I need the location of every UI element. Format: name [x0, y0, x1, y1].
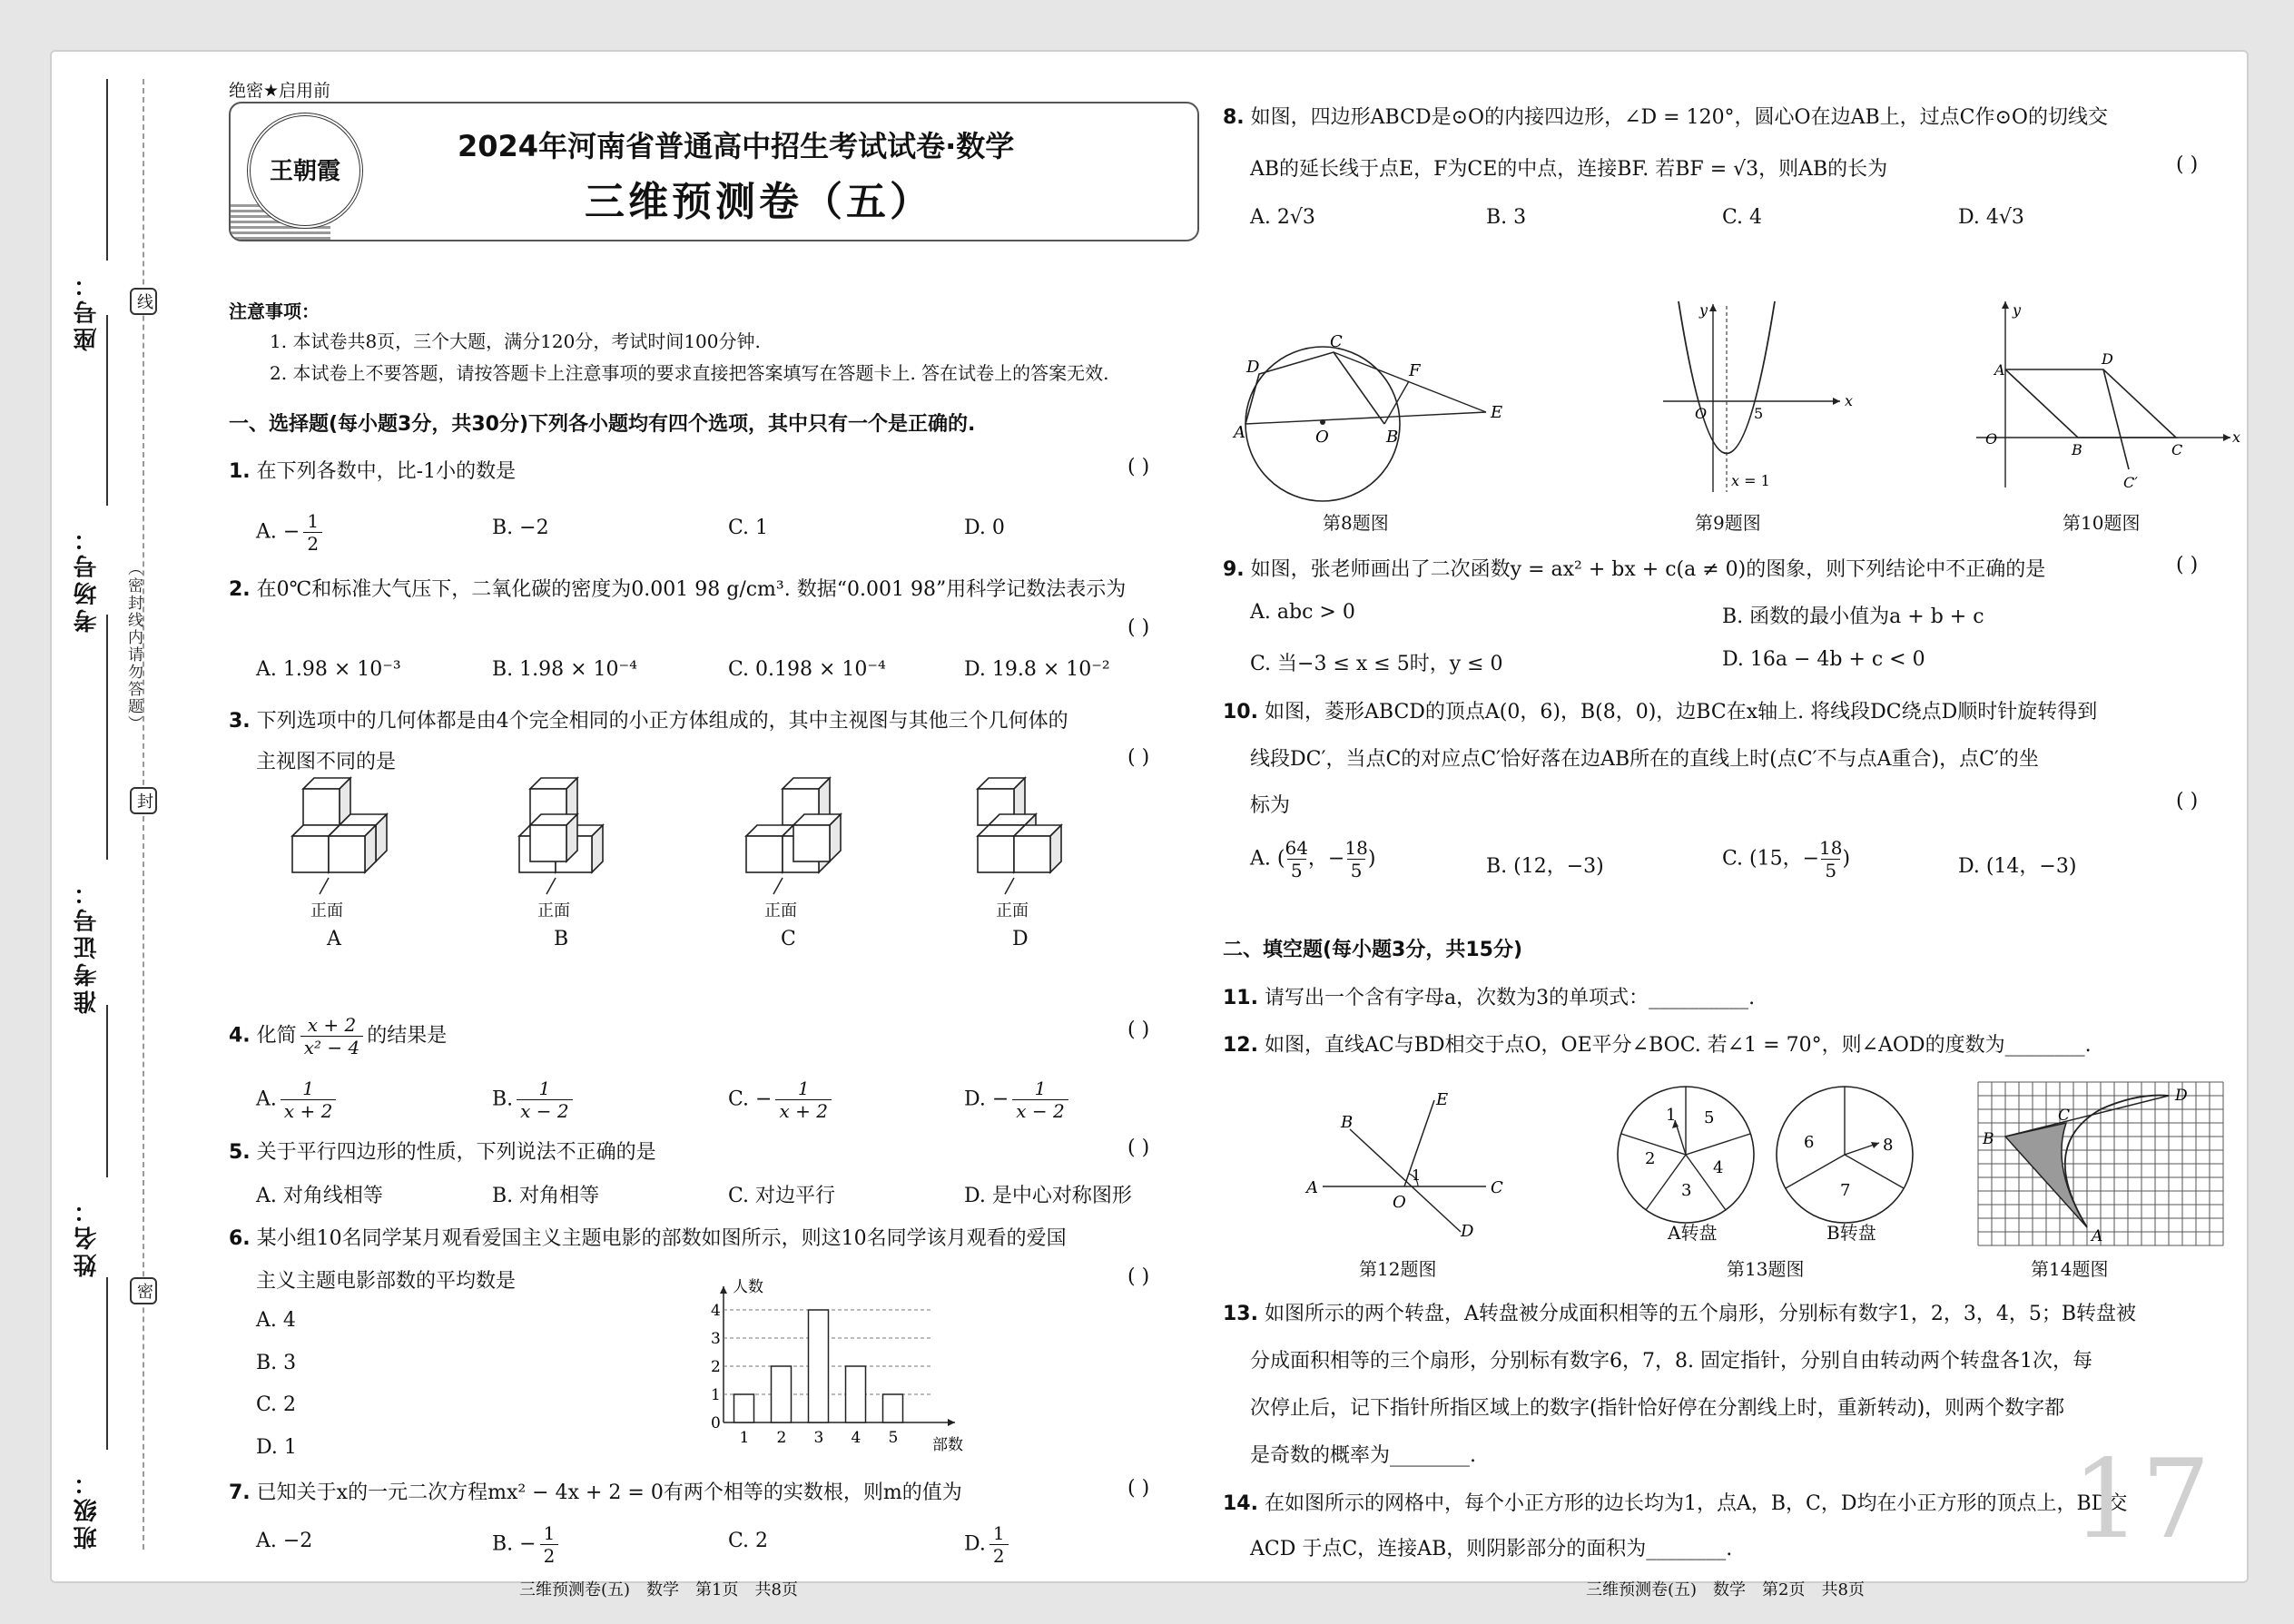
- question-1-stem: 在下列各数中，比-1小的数是: [256, 460, 517, 483]
- svg-text:x: x: [2232, 428, 2241, 446]
- figure-14-gridlines: [1978, 1082, 2223, 1245]
- question-13-stem-1: 如图所示的两个转盘，A转盘被分成面积相等的五个扇形，分别标有数字1，2，3，4，5；B转盘被: [1264, 1303, 2137, 1325]
- chart-y-axis-label: 人数: [733, 1278, 763, 1296]
- q7-option-b: [492, 1522, 558, 1567]
- chart-x-tick-label: 2: [776, 1429, 787, 1447]
- q10-c-close: ): [1842, 847, 1851, 871]
- seat-number-label: 座号：: [74, 270, 101, 351]
- seal-note: （密封线内请勿答题）: [124, 560, 143, 733]
- svg-text:B: B: [1341, 1113, 1354, 1132]
- q7-b-numerator: 1: [543, 1522, 556, 1544]
- q3-front-a: 正面: [310, 901, 343, 920]
- q9-option-d: D. 16a − 4b + c < 0: [1722, 648, 1925, 671]
- svg-text:E: E: [1436, 1090, 1449, 1109]
- caption-figure-13: 第13题图: [1727, 1258, 1805, 1280]
- question-6-stem-1: 某小组10名同学某月观看爱国主义主题电影的部数如图所示，则这10名同学该月观看的爱国: [256, 1227, 1067, 1250]
- q1-option-d: D. 0: [964, 517, 1005, 539]
- question-11-stem: 请写出一个含有字母a，次数为3的单项式：__________.: [1264, 987, 1756, 1009]
- q4-option-a-label: A.: [256, 1088, 277, 1111]
- svg-text:A: A: [2092, 1227, 2103, 1245]
- q3-figure-b: [519, 778, 603, 894]
- svg-text:4: 4: [1713, 1158, 1724, 1177]
- question-3-number: 3.: [229, 710, 251, 733]
- chart-x-tick-label: 1: [739, 1429, 750, 1447]
- spinner-a-label: A转盘: [1668, 1222, 1718, 1244]
- chart-y-tick-label: 1: [711, 1386, 721, 1404]
- q9-option-b: B. 函数的最小值为a + b + c: [1722, 605, 1984, 628]
- name-rule: [106, 1005, 108, 1177]
- chart-x-tick-label: 4: [851, 1429, 861, 1447]
- question-12-stem: 如图，直线AC与BD相交于点O，OE平分∠BOC. 若∠1 = 70°，则∠AOD的度数为________.: [1264, 1034, 2092, 1057]
- q7-d-denominator: 2: [989, 1544, 1009, 1567]
- figure-10-rhombus: [1976, 297, 2240, 501]
- q10-option-b: B. (12，−3): [1486, 855, 1604, 878]
- q4-option-c: [728, 1078, 832, 1122]
- page-number-watermark: 17: [2072, 1437, 2210, 1563]
- q4-option-a: [256, 1078, 336, 1122]
- q10-a-numerator-1: 64: [1285, 837, 1308, 859]
- secret-label: 绝密★启用前: [229, 81, 331, 101]
- answer-paren-8: ( ): [2176, 153, 2199, 176]
- question-8: [1223, 102, 2108, 130]
- figure-14-grid: [1964, 1082, 2228, 1245]
- question-7-stem: 已知关于x的一元二次方程mx² − 4x + 2 = 0有两个相等的实数根，则m的值为: [256, 1481, 962, 1504]
- answer-paren-10: ( ): [2176, 790, 2199, 812]
- chart-bar: [772, 1366, 792, 1422]
- q4-b-numerator: 1: [538, 1078, 551, 1099]
- q6-bar-chart: [687, 1277, 987, 1454]
- q2-option-b: B. 1.98 × 10⁻⁴: [492, 658, 637, 681]
- question-14-stem-2: ACD 于点C，连接AB，则阴影部分的面积为________.: [1250, 1538, 1733, 1560]
- q3-front-d: 正面: [996, 901, 1029, 920]
- q8-option-a: A. 2√3: [1250, 206, 1315, 229]
- svg-text:1: 1: [1412, 1166, 1422, 1184]
- q10-a-separator: ，−: [1307, 847, 1345, 871]
- q4-option-b-label: B.: [492, 1088, 514, 1111]
- question-6-number: 6.: [229, 1227, 251, 1250]
- notice-item-2: 2. 本试卷上不要答题，请按答题卡上注意事项的要求直接把答案填写在答题卡上. 答在试卷上的答案无效.: [270, 362, 1109, 384]
- chart-y-tick-label: 3: [711, 1330, 721, 1348]
- svg-text:3: 3: [1681, 1181, 1692, 1200]
- q5-option-a: A. 对角线相等: [256, 1185, 383, 1207]
- q10-c-numerator: 18: [1819, 837, 1843, 859]
- question-11-number: 11.: [1223, 987, 1258, 1009]
- question-6-stem-2: 主义主题电影部数的平均数是: [256, 1270, 517, 1293]
- svg-text:B: B: [2072, 441, 2082, 458]
- q1-option-c: C. 1: [728, 517, 769, 539]
- notice-title: 注意事项：: [229, 300, 320, 322]
- exam-sheet: [50, 50, 2249, 1599]
- question-4-stem-a: 化简: [256, 1024, 297, 1048]
- svg-text:C: C: [1330, 332, 1343, 351]
- q2-option-a: A. 1.98 × 10⁻³: [256, 658, 401, 681]
- q4-option-d: [964, 1078, 1068, 1122]
- svg-text:A: A: [1306, 1178, 1318, 1197]
- question-2: [229, 574, 1126, 602]
- q3-figure-d: [978, 778, 1061, 894]
- chart-y-tick-label: 2: [711, 1358, 721, 1376]
- question-13-stem-2: 分成面积相等的三个扇形，分别标有数字6，7，8. 固定指针，分别自由转动两个转盘各1次，每: [1250, 1350, 2092, 1373]
- q3-label-d: D: [1012, 928, 1029, 950]
- class-rule: [106, 1277, 108, 1450]
- q1-option-b: B. −2: [492, 517, 549, 539]
- chart-x-axis-label: 部数: [932, 1436, 963, 1454]
- exam-title: 2024年河南省普通高中招生考试试卷·数学: [458, 129, 1015, 163]
- spinner-a: [1618, 1087, 1754, 1223]
- chart-bar: [809, 1310, 829, 1422]
- question-10-number: 10.: [1223, 701, 1258, 723]
- chart-bar: [846, 1366, 866, 1422]
- question-10-stem-2: 线段DC′，当点C的对应点C′恰好落在边AB所在的直线上时(点C′不与点A重合)，点C′的坐: [1250, 748, 2039, 771]
- answer-paren-1: ( ): [1127, 456, 1150, 478]
- q4-c-denominator: x + 2: [775, 1099, 831, 1122]
- svg-text:C: C: [2171, 441, 2183, 458]
- question-14-number: 14.: [1223, 1492, 1258, 1515]
- q4-d-denominator: x − 2: [1012, 1099, 1068, 1122]
- answer-paren-2: ( ): [1127, 616, 1150, 639]
- q5-option-c: C. 对边平行: [728, 1185, 836, 1207]
- q8-option-b: B. 3: [1486, 206, 1527, 229]
- question-5: [229, 1137, 656, 1165]
- question-9-number: 9.: [1223, 558, 1245, 581]
- question-14: [1223, 1488, 2127, 1516]
- q9-option-a: A. abc > 0: [1250, 601, 1355, 624]
- q4-expression-denominator: x² − 4: [300, 1036, 364, 1058]
- caption-figure-9: 第9题图: [1695, 512, 1761, 534]
- svg-text:E: E: [1491, 403, 1503, 422]
- svg-text:A: A: [1994, 361, 2005, 379]
- logo-text: 王朝霞: [269, 158, 340, 185]
- question-5-stem: 关于平行四边形的性质，下列说法不正确的是: [256, 1141, 656, 1164]
- svg-text:C: C: [2058, 1107, 2071, 1125]
- q7-d-numerator: 1: [992, 1522, 1005, 1544]
- answer-paren-3: ( ): [1127, 746, 1150, 769]
- q3-label-b: B: [554, 928, 569, 950]
- question-11: [1223, 982, 1755, 1010]
- question-8-stem-1: 如图，四边形ABCD是⊙O的内接四边形，∠D = 120°，圆心O在边AB上，过点C作⊙O的切线交: [1250, 106, 2108, 129]
- svg-text:5: 5: [1704, 1108, 1715, 1127]
- question-3: [229, 705, 1068, 733]
- q8-option-d: D. 4√3: [1958, 206, 2024, 229]
- svg-text:5: 5: [1754, 405, 1764, 422]
- spinner-b-label: B转盘: [1826, 1222, 1876, 1244]
- exam-room-label: 考场号：: [74, 524, 101, 633]
- ticket-number-rule: [106, 615, 108, 860]
- publisher-logo: [247, 113, 363, 229]
- chart-bar: [734, 1394, 754, 1422]
- svg-text:O: O: [1985, 430, 1998, 448]
- q5-option-d: D. 是中心对称图形: [964, 1185, 1132, 1207]
- q10-option-a: [1250, 837, 1375, 881]
- caption-figure-14: 第14题图: [2031, 1258, 2109, 1280]
- seal-mark-line: 线: [130, 288, 157, 315]
- q10-a-close: ): [1367, 847, 1376, 871]
- exam-subtitle: 三维预测卷（五）: [585, 179, 933, 225]
- svg-text:y: y: [1699, 301, 1708, 319]
- caption-figure-8: 第8题图: [1323, 512, 1389, 534]
- svg-text:D: D: [1246, 358, 1260, 377]
- question-13-stem-3: 次停止后，记下指针所指区域上的数字(指针恰好停在分割线上时，重新转动)，则两个数字都: [1250, 1397, 2065, 1420]
- q4-a-numerator: 1: [302, 1078, 314, 1099]
- q7-option-a: A. −2: [256, 1530, 313, 1552]
- question-9: [1223, 554, 2045, 582]
- question-9-stem: 如图，张老师画出了二次函数y = ax² + bx + c(a ≠ 0)的图象，则下列结论中不正确的是: [1250, 558, 2046, 581]
- svg-text:D: D: [2102, 350, 2113, 368]
- class-label: 班级：: [74, 1468, 101, 1550]
- svg-text:1: 1: [1666, 1106, 1677, 1125]
- svg-text:F: F: [1409, 361, 1421, 380]
- q7-option-b-label: B. −: [492, 1532, 537, 1556]
- svg-text:O: O: [1393, 1193, 1406, 1212]
- question-4: [229, 1014, 447, 1058]
- q10-a-denominator-1: 5: [1287, 859, 1306, 881]
- q10-c-denominator: 5: [1821, 859, 1840, 881]
- seal-mark-secret: 密: [130, 1277, 157, 1304]
- q7-option-d: [964, 1522, 1009, 1567]
- answer-paren-9: ( ): [2176, 554, 2199, 576]
- answer-paren-7: ( ): [1127, 1477, 1150, 1500]
- figure-9-parabola: [1659, 297, 1858, 501]
- question-13: [1223, 1298, 2136, 1326]
- name-label: 姓名：: [74, 1196, 101, 1277]
- svg-text:B: B: [1386, 428, 1399, 447]
- svg-text:B: B: [1983, 1130, 1994, 1148]
- spinner-b: [1777, 1087, 1913, 1223]
- question-4-number: 4.: [229, 1024, 251, 1048]
- svg-text:A: A: [1234, 423, 1245, 442]
- q10-option-d: D. (14，−3): [1958, 855, 2077, 878]
- q3-label-a: A: [327, 928, 341, 950]
- q4-expression-numerator: x + 2: [307, 1014, 357, 1036]
- q3-label-c: C: [781, 928, 796, 950]
- chart-bar: [883, 1394, 903, 1422]
- q6-option-c: C. 2: [256, 1393, 297, 1416]
- svg-text:7: 7: [1840, 1181, 1851, 1200]
- question-4-stem-b: 的结果是: [367, 1024, 448, 1048]
- q8-option-c: C. 4: [1722, 206, 1763, 229]
- svg-text:2: 2: [1645, 1149, 1656, 1168]
- question-10-stem-3: 标为: [1250, 794, 1291, 817]
- question-7: [229, 1477, 962, 1505]
- figure-8-circle: [1234, 274, 1513, 501]
- question-14-stem-1: 在如图所示的网格中，每个小正方形的边长均为1，点A，B，C，D均在小正方形的顶点上，BD交: [1264, 1492, 2128, 1515]
- question-10: [1223, 696, 2097, 724]
- question-1: [229, 456, 516, 484]
- q3-cube-figures: [292, 778, 1200, 914]
- q10-option-a-label: A. (: [1250, 847, 1285, 871]
- chart-x-arrow: [948, 1419, 955, 1426]
- ticket-number-label: 准考证号：: [74, 878, 101, 1014]
- svg-text:x = 1: x = 1: [1731, 472, 1770, 489]
- question-13-stem-4: 是奇数的概率为________.: [1250, 1444, 1476, 1467]
- exam-room-rule: [106, 315, 108, 506]
- q2-option-c: C. 0.198 × 10⁻⁴: [728, 658, 886, 681]
- q1-option-a: [256, 510, 322, 555]
- question-6: [229, 1223, 1067, 1251]
- q4-option-c-label: C. −: [728, 1088, 773, 1111]
- q3-front-c: 正面: [764, 901, 797, 920]
- question-3-stem-1: 下列选项中的几何体都是由4个完全相同的小正方体组成的，其中主视图与其他三个几何体的: [256, 710, 1068, 733]
- question-13-number: 13.: [1223, 1303, 1258, 1325]
- seat-number-rule: [106, 79, 108, 261]
- q4-b-denominator: x − 2: [517, 1099, 572, 1122]
- svg-text:6: 6: [1804, 1133, 1815, 1152]
- caption-figure-12: 第12题图: [1359, 1258, 1437, 1280]
- q9-option-c: C. 当−3 ≤ x ≤ 5时，y ≤ 0: [1250, 653, 1503, 675]
- q3-figure-a: [292, 778, 387, 894]
- q4-d-numerator: 1: [1034, 1078, 1047, 1099]
- svg-text:C: C: [1491, 1178, 1503, 1197]
- svg-text:D: D: [1461, 1222, 1474, 1241]
- svg-text:O: O: [1315, 428, 1329, 447]
- question-7-number: 7.: [229, 1481, 251, 1504]
- question-2-stem: 在0℃和标准大气压下，二氧化碳的密度为0.001 98 g/cm³. 数据“0.001 98”用科学记数法表示为: [256, 578, 1127, 601]
- q4-a-denominator: x + 2: [281, 1099, 336, 1122]
- answer-paren-5: ( ): [1127, 1137, 1150, 1159]
- q4-option-b: [492, 1078, 573, 1122]
- seal-mark-seal: 封: [130, 787, 157, 814]
- footer-right: 三维预测卷(五) 数学 第2页 共8页: [1586, 1580, 1865, 1599]
- answer-paren-6: ( ): [1127, 1265, 1150, 1288]
- q2-option-d: D. 19.8 × 10⁻²: [964, 658, 1110, 681]
- binding-margin: [52, 52, 152, 1581]
- svg-text:8: 8: [1883, 1136, 1894, 1155]
- chart-x-tick-label: 3: [813, 1429, 824, 1447]
- svg-text:y: y: [2013, 301, 2022, 319]
- q7-option-d-label: D.: [964, 1532, 986, 1556]
- title-box: [229, 102, 1199, 241]
- question-2-number: 2.: [229, 578, 251, 601]
- question-5-number: 5.: [229, 1141, 251, 1164]
- chart-y-arrow: [720, 1286, 727, 1294]
- svg-text:D: D: [2175, 1087, 2188, 1105]
- q1-a-denominator: 2: [303, 532, 322, 555]
- figure-12-lines: [1305, 1082, 1513, 1241]
- question-10-stem-1: 如图，菱形ABCD的顶点A(0，6)，B(8，0)，边BC在x轴上. 将线段DC绕点D顺时针旋转得到: [1264, 701, 2098, 723]
- question-12: [1223, 1029, 2092, 1058]
- question-1-number: 1.: [229, 460, 251, 483]
- question-3-stem-2: 主视图不同的是: [256, 751, 397, 773]
- q5-option-b: B. 对角相等: [492, 1185, 600, 1207]
- q6-option-d: D. 1: [256, 1436, 297, 1459]
- answer-paren-4: ( ): [1127, 1019, 1150, 1041]
- svg-text:x: x: [1845, 392, 1854, 409]
- svg-text:C′: C′: [2123, 474, 2138, 491]
- q10-option-c: [1722, 837, 1850, 881]
- q3-figure-c: [746, 778, 841, 894]
- q10-a-numerator-2: 18: [1344, 837, 1368, 859]
- section-2-title: 二、填空题(每小题3分，共15分): [1223, 939, 1523, 961]
- question-12-number: 12.: [1223, 1034, 1258, 1057]
- q3-front-b: 正面: [537, 901, 570, 920]
- q10-option-c-label: C. (15，−: [1722, 847, 1820, 871]
- q1-option-a-label: A. −: [256, 520, 300, 544]
- q7-option-c: C. 2: [728, 1530, 769, 1552]
- q10-a-denominator-2: 5: [1347, 859, 1366, 881]
- caption-figure-10: 第10题图: [2063, 512, 2141, 534]
- question-8-stem-2: AB的延长线于点E，F为CE的中点，连接BF. 若BF = √3，则AB的长为: [1250, 158, 1888, 181]
- chart-y-tick-label: 0: [711, 1414, 721, 1432]
- notice-item-1: 1. 本试卷共8页，三个大题，满分120分，考试时间100分钟.: [270, 330, 761, 352]
- section-1-title: 一、选择题(每小题3分，共30分)下列各小题均有四个选项，其中只有一个是正确的.: [229, 413, 976, 436]
- q4-option-d-label: D. −: [964, 1088, 1009, 1111]
- question-8-number: 8.: [1223, 106, 1245, 129]
- q6-option-b: B. 3: [256, 1352, 297, 1374]
- q4-c-numerator: 1: [797, 1078, 810, 1099]
- q6-option-a: A. 4: [256, 1309, 296, 1332]
- q7-b-denominator: 2: [540, 1544, 559, 1567]
- svg-text:O: O: [1695, 405, 1708, 422]
- q1-a-numerator: 1: [307, 510, 320, 532]
- chart-y-tick-label: 4: [711, 1302, 721, 1320]
- chart-x-tick-label: 5: [888, 1429, 899, 1447]
- footer-left: 三维预测卷(五) 数学 第1页 共8页: [519, 1580, 798, 1599]
